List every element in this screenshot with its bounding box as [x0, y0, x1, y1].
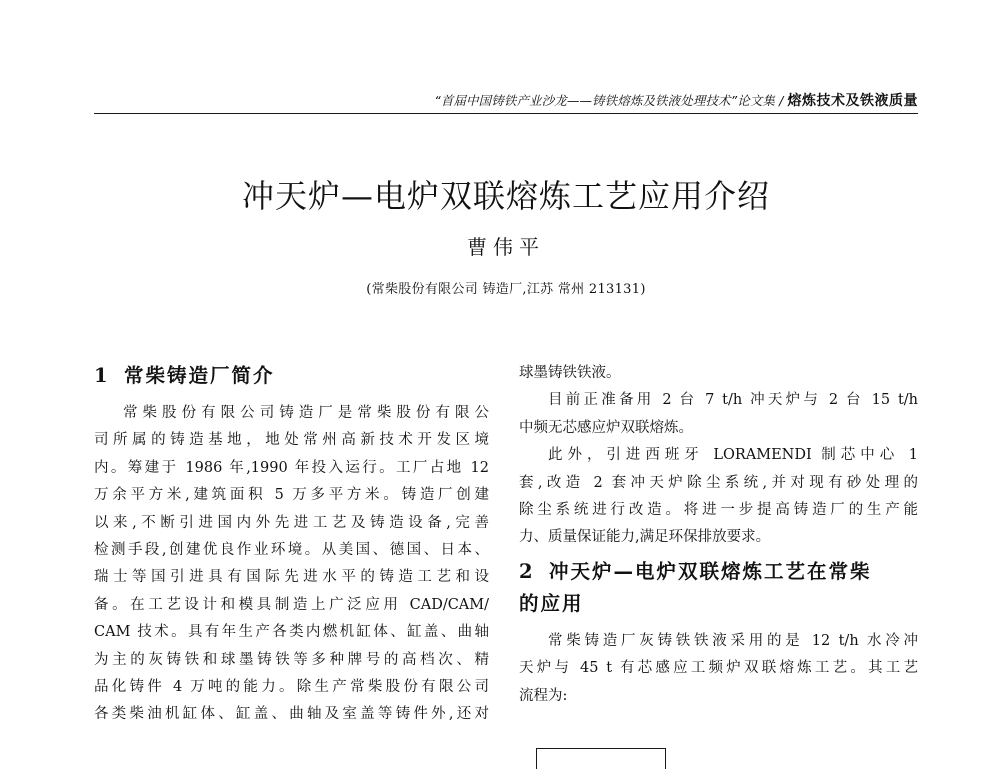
paragraph-line: 除尘系统进行改造。将进一步提高铸造厂的生产能 [519, 502, 918, 519]
paragraph-line: 为主的灰铸铁和球墨铸铁等多种牌号的高档次、精 [94, 651, 489, 668]
section-1-heading [94, 360, 489, 392]
paragraph-line: 备。在工艺设计和模具制造上广泛应用 CAD/CAM/ [94, 596, 489, 613]
paragraph-line: 瑞士等国引进具有国际先进水平的铸造工艺和设 [94, 569, 489, 586]
paragraph-line: 以来,不断引进国内外先进工艺及铸造设备,完善 [94, 514, 489, 531]
header-rule [94, 113, 918, 114]
article-author: 曹伟平 [467, 235, 545, 259]
running-header [318, 92, 918, 110]
section-2-heading [519, 556, 918, 588]
article-affiliation: (常柴股份有限公司 铸造厂,江苏 常州 213131) [366, 282, 646, 297]
paragraph-line: 天炉与 45 t 有芯感应工频炉双联熔炼工艺。其工艺 [519, 660, 918, 677]
paragraph-line: 套,改造 2 套冲天炉除尘系统,并对现有砂处理的 [519, 474, 918, 491]
paragraph-line: 检测手段,创建优良作业环境。从美国、德国、日本、 [94, 542, 489, 559]
paragraph-line: 中频无芯感应炉双联熔炼。 [519, 419, 693, 436]
paragraph-line: 品化铸件 4 万吨的能力。除生产常柴股份有限公司 [94, 679, 489, 696]
paragraph-line: 此外，引进西班牙 LORAMENDI 制芯中心 1 [548, 447, 918, 464]
paragraph-line: 常柴铸造厂灰铸铁铁液采用的是 12 t/h 水冷冲 [548, 632, 918, 649]
paragraph-line: 万余平方米,建筑面积 5 万多平方米。铸造厂创建 [94, 487, 489, 504]
paragraph-line: 力、质量保证能力,满足环保排放要求。 [519, 529, 771, 546]
paragraph-line: 流程为: [519, 687, 568, 704]
running-header-section: 熔炼技术及铁液质量 [787, 93, 918, 109]
paragraph-line: 司所属的铸造基地，地处常州高新技术开发区境 [94, 432, 489, 449]
section-2-title-line-2: 的应用 [519, 591, 584, 615]
paragraph-line: 常柴股份有限公司铸造厂是常柴股份有限公 [123, 405, 489, 421]
equipment-paragraph [519, 442, 918, 552]
paragraph-line: CAM 技术。具有年生产各类内燃机缸体、缸盖、曲轴 [94, 624, 489, 641]
furnace-plan-paragraph [519, 387, 918, 442]
section-2-paragraph [519, 628, 918, 710]
process-flow-box [536, 748, 666, 769]
section-2-number: 2 [519, 559, 535, 583]
left-column [94, 360, 489, 729]
section-1-paragraph [94, 400, 489, 729]
paragraph-line: 目前正准备用 2 台 7 t/h 冲天炉与 2 台 15 t/h [548, 392, 918, 409]
section-2-heading-continued [519, 588, 918, 620]
paragraph-line: 各类柴油机缸体、缸盖、曲轴及室盖等铸件外,还对 [94, 706, 489, 723]
running-header-series: “首届中国铸铁产业沙龙——铸铁熔炼及铁液处理技术”论文集 / [434, 93, 784, 108]
paragraph-line: 球墨铸铁铁液。 [519, 365, 621, 381]
article-title: 冲天炉—电炉双联熔炼工艺应用介绍 [241, 177, 770, 215]
paragraph-line: 内。筹建于 1986 年,1990 年投入运行。工厂占地 12 [94, 459, 489, 476]
section-2-title-line-1: 冲天炉—电炉双联熔炼工艺在常柴 [549, 559, 872, 583]
section-1-number: 1 [94, 364, 110, 387]
continuation-paragraph [519, 360, 918, 387]
right-column [519, 360, 918, 710]
section-1-title: 常柴铸造厂简介 [124, 364, 275, 387]
